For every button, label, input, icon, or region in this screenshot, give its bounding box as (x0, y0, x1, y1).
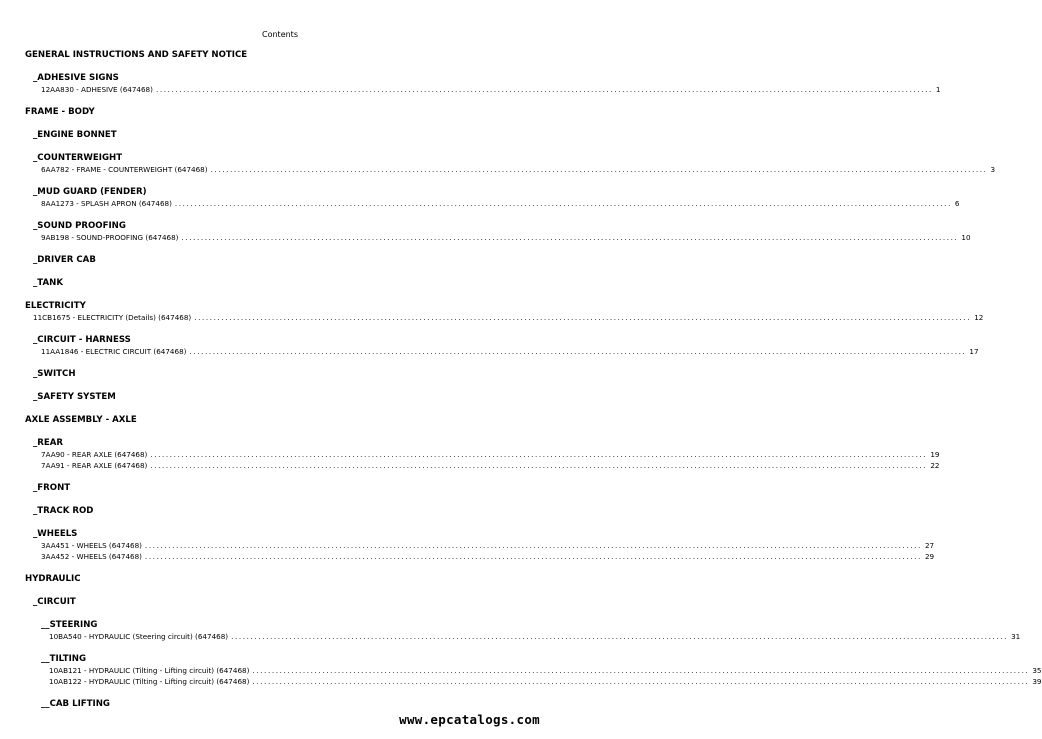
dot-leader: ........................................................................................................................................................................................................ (155, 85, 933, 94)
toc-entry-label: 11AA1846 - ELECTRIC CIRCUIT (647468) (41, 347, 187, 356)
toc-heading[interactable]: _DRIVER CAB (33, 255, 96, 265)
toc-entry[interactable] (41, 164, 996, 175)
toc-entry-page: 17 (969, 347, 979, 356)
toc-heading[interactable]: __CAB LIFTING (41, 699, 110, 709)
dot-leader: ........................................................................................................................................................................................................ (194, 313, 972, 322)
toc-entry[interactable] (41, 460, 940, 471)
table-of-contents (0, 50, 1042, 710)
toc-entry-page: 3 (990, 165, 996, 174)
toc-entry-page: 19 (930, 450, 940, 459)
toc-entry-label: 7AA91 - REAR AXLE (647468) (41, 461, 148, 470)
toc-heading[interactable]: ELECTRICITY (25, 301, 86, 311)
toc-entry[interactable] (49, 631, 1021, 642)
toc-heading[interactable]: _MUD GUARD (FENDER) (33, 187, 147, 197)
toc-entry-label: 12AA830 - ADHESIVE (647468) (41, 85, 153, 94)
dot-leader: ........................................................................................................................................................................................................ (150, 461, 928, 470)
toc-heading[interactable]: _FRONT (33, 483, 71, 493)
dot-leader: ........................................................................................................................................................................................................ (150, 450, 928, 459)
toc-heading[interactable]: _SAFETY SYSTEM (33, 392, 116, 402)
toc-entry-label: 10AB122 - HYDRAULIC (Tilting - Lifting circuit) (647468) (49, 677, 250, 686)
toc-entry-label: 3AA452 - WHEELS (647468) (41, 552, 142, 561)
toc-heading[interactable]: __TILTING (41, 654, 87, 664)
toc-entry-page: 10 (961, 233, 971, 242)
toc-heading[interactable]: _ADHESIVE SIGNS (33, 73, 119, 83)
dot-leader: ........................................................................................................................................................................................................ (252, 677, 1030, 686)
dot-leader: ........................................................................................................................................................................................................ (231, 632, 1009, 641)
toc-entry[interactable] (41, 198, 960, 209)
dot-leader: ........................................................................................................................................................................................................ (189, 347, 967, 356)
dot-leader: ........................................................................................................................................................................................................ (174, 199, 952, 208)
dot-leader: ........................................................................................................................................................................................................ (252, 666, 1030, 675)
toc-heading[interactable]: AXLE ASSEMBLY - AXLE (25, 415, 137, 425)
toc-entry[interactable] (41, 84, 941, 95)
dot-leader: ........................................................................................................................................................................................................ (144, 541, 922, 550)
toc-heading[interactable]: __STEERING (41, 620, 98, 630)
toc-entry-page: 29 (924, 552, 935, 561)
dot-leader: ........................................................................................................................................................................................................ (144, 552, 922, 561)
toc-entry-label: 11CB1675 - ELECTRICITY (Details) (647468) (33, 313, 192, 322)
toc-entry[interactable] (41, 551, 935, 562)
toc-entry-page: 35 (1032, 666, 1042, 675)
watermark: www.epcatalogs.com (399, 712, 540, 727)
toc-heading[interactable]: _TANK (33, 278, 63, 288)
toc-entry[interactable] (41, 346, 979, 357)
toc-entry-page: 31 (1011, 632, 1021, 641)
toc-entry-page: 39 (1032, 677, 1042, 686)
dot-leader: ........................................................................................................................................................................................................ (181, 233, 959, 242)
toc-entry[interactable] (41, 232, 971, 243)
toc-entry[interactable] (49, 665, 1042, 676)
toc-heading[interactable]: _CIRCUIT - HARNESS (33, 335, 131, 345)
toc-entry-label: 3AA451 - WHEELS (647468) (41, 541, 142, 550)
toc-entry-label: 10AB121 - HYDRAULIC (Tilting - Lifting circuit) (647468) (49, 666, 250, 675)
toc-heading[interactable]: HYDRAULIC (25, 574, 81, 584)
toc-heading[interactable]: _ENGINE BONNET (33, 130, 117, 140)
toc-heading[interactable]: _CIRCUIT (33, 597, 76, 607)
toc-entry[interactable] (41, 449, 940, 460)
toc-entry-page: 6 (954, 199, 960, 208)
toc-entry-page: 1 (935, 85, 941, 94)
toc-entry-label: 7AA90 - REAR AXLE (647468) (41, 450, 148, 459)
page-title: Contents (262, 30, 298, 39)
toc-heading[interactable]: _REAR (33, 438, 64, 448)
toc-heading[interactable]: _COUNTERWEIGHT (33, 153, 123, 163)
toc-heading[interactable]: GENERAL INSTRUCTIONS AND SAFETY NOTICE (25, 50, 248, 60)
toc-entry-label: 10BA540 - HYDRAULIC (Steering circuit) (647468) (49, 632, 229, 641)
toc-entry-page: 22 (930, 461, 940, 470)
toc-entry[interactable] (41, 540, 935, 551)
toc-heading[interactable]: _SOUND PROOFING (33, 221, 126, 231)
toc-heading[interactable]: _WHEELS (33, 529, 78, 539)
toc-entry-label: 8AA1273 - SPLASH APRON (647468) (41, 199, 172, 208)
toc-heading[interactable]: FRAME - BODY (25, 107, 95, 117)
toc-heading[interactable]: _TRACK ROD (33, 506, 94, 516)
toc-heading[interactable]: _SWITCH (33, 369, 76, 379)
toc-entry[interactable] (33, 312, 984, 323)
toc-entry-label: 9AB198 - SOUND-PROOFING (647468) (41, 233, 179, 242)
toc-entry[interactable] (49, 676, 1042, 687)
toc-entry-page: 27 (924, 541, 935, 550)
toc-entry-page: 12 (974, 313, 984, 322)
toc-entry-label: 6AA782 - FRAME - COUNTERWEIGHT (647468) (41, 165, 208, 174)
dot-leader: ........................................................................................................................................................................................................ (210, 165, 988, 174)
